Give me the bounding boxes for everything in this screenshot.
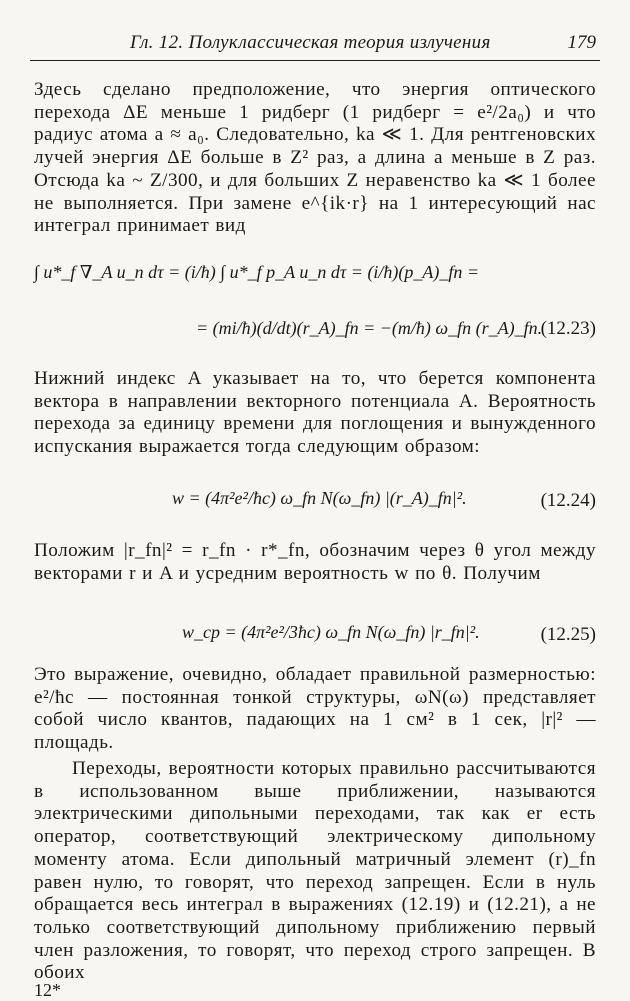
equation-12-24: w = (4π²e²/ħc) ω_fn N(ω_fn) |(r_A)_fn|². [172, 488, 467, 508]
paragraph-3: Положим |r_fn|² = r_fn · r*_fn, обозначим через θ угол между векторами r и A и усредним вероятность w по θ. Получим [34, 540, 596, 584]
equation-number-12-25: (12.25) [540, 624, 596, 645]
signature-mark: 12* [34, 980, 61, 1000]
paragraph-1: Здесь сделано предположение, что энергия оптического перехода ΔE меньше 1 ридберг (1 ридберг = e²/2a₀) и что радиус атома a ≈ a₀. Следовательно, ka ≪ 1. Для рентгеновских лучей энергия ΔE больше в Z² раз, а длина a меньше в Z раз. Отсюда ka ~ Z/300, и для больших Z неравенство ka ≪ 1 более не выполняется. При замене e^{ik·r} на 1 интересующий нас интеграл принимает вид [34, 79, 596, 237]
equation-number-12-24: (12.24) [540, 490, 596, 511]
paragraph-5: Переходы, вероятности которых правильно рассчитываются в использованном выше приближении, называются электрическими дипольными переходами, так как er есть оператор, соответствующий электрическому дипольному моменту атома. Если дипольный матричный элемент (r)_fn равен нулю, то говорят, что переход запрещен. Если в нуль обращается весь интеграл в выражениях (12.19) и (12.21), а не только соответствующий дипольному приближению первый член разложения, то говорят, что переход строго запрещен. В обоих [34, 758, 596, 984]
equation-12-25: w_ср = (4π²e²/3ħc) ω_fn N(ω_fn) |r_fn|². [182, 622, 480, 642]
equation-12-23-line-2: = (mi/ħ)(d/dt)(r_A)_fn = −(m/ħ) ω_fn (r_A)_fn. [196, 318, 543, 338]
running-header [30, 30, 600, 61]
paragraph-4: Это выражение, очевидно, обладает правильной размерностью: e²/ħc — постоянная тонкой структуры, ωN(ω) представляет собой число квантов, падающих на 1 см² в 1 сек, |r|² — площадь. [34, 664, 596, 754]
page-number: 179 [567, 32, 596, 53]
running-title: Гл. 12. Полуклассическая теория излучения [130, 32, 491, 53]
equation-12-23-line-1: ∫ u*_f ∇_A u_n dτ = (i/ħ) ∫ u*_f p_A u_n dτ = (i/ħ)(p_A)_fn = [34, 262, 480, 282]
paragraph-2: Нижний индекс A указывает на то, что берется компонента вектора в направлении векторного потенциала A. Вероятность перехода за единицу времени для поглощения и вынужденного испускания выражается тогда следующим образом: [34, 368, 596, 458]
equation-number-12-23: (12.23) [540, 318, 596, 339]
